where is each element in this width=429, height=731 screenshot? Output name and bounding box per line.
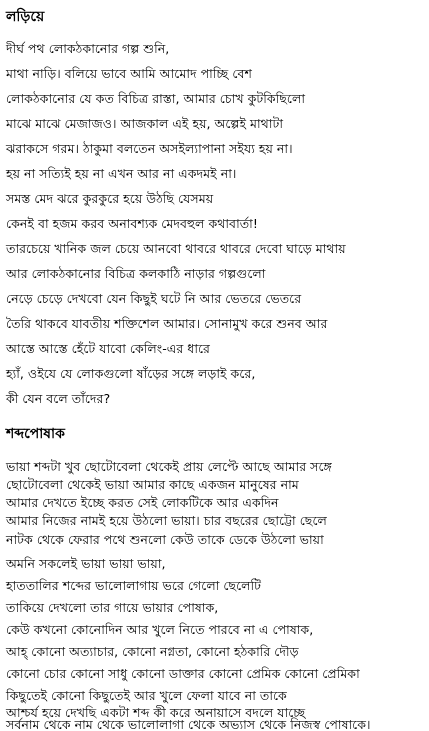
- poem-line: আহ্‌ কোনো অত্যাচার, কোনো নগ্নতা, কোনো হঠকারি দৌড়: [6, 644, 299, 659]
- poem-line: সর্বনাম থেকে নাম থেকে ভালোলাগা থেকে অভ্যাস থেকে নিজস্ব পোষাকে।: [6, 717, 371, 731]
- poem-line: তারচেয়ে খানিক জল চেয়ে আনবো থাবরে থাবরে দেবো ঘাড়ে মাথায়: [6, 241, 346, 256]
- poem-line: হ্যাঁ, ওইযে যে লোকগুলো ষাঁড়ের সঙ্গে লড়াই করে,: [6, 366, 256, 381]
- poem-line: ভায়া শব্দটা খুব ছোটোবেলা থেকেই প্রায় লেপ্টে আছে আমার সঙ্গে: [6, 459, 332, 474]
- poem-line: কী যেন বলে তাঁদের?: [6, 391, 111, 406]
- poem-line: ছোটোবেলা থেকেই ভায়া আমার কাছে একজন মানুষের নাম: [6, 477, 299, 492]
- poem-line: আস্তে আস্তে হেঁটে যাবো কেলিং-এর ধারে: [6, 341, 210, 356]
- poem-line: কেউ কখনো কোনোদিন আর খুলে নিতে পারবে না এ পোষাক,: [6, 622, 314, 637]
- poem-title-lodiye: লড়িয়ে: [6, 9, 45, 25]
- poem-line: মাঝে মাঝে মেজাজও। আজকাল এই হয়, অল্পেই মাথাটা: [6, 116, 284, 131]
- poem-line: কোনো চোর কোনো সাধু কোনো ডাক্তার কোনো প্রেমিক কোনো প্রেমিকা: [6, 666, 360, 681]
- poem-line: সমস্ত মেদ ঝরে কুরকুরে হয়ে উঠছি যেসময়: [6, 191, 214, 206]
- poem-line: কেনই বা হজম করব অনাবশ্যক মেদবহুল কথাবার্তা!: [6, 216, 258, 231]
- poem-line: হাততালির শব্দের ভালোলাগায় ভরে গেলো ছেলেটি: [6, 578, 262, 593]
- poem-line: দীর্ঘ পথ লোকঠকানোর গল্প শুনি,: [6, 41, 170, 56]
- poem-line: আশ্চর্য হয়ে দেখছি একটা শব্দ কী করে অনায়াসে বদলে যাচ্ছে: [6, 705, 306, 720]
- poem-title-shobdoposhak: শব্দপোষাক: [6, 426, 65, 442]
- poem-line: নাটক থেকে ফেরার পথে শুনলো কেউ তাকে ডেকে উঠলো ভায়া: [6, 532, 324, 547]
- poem-line: লোকঠকানোর যে কত বিচিত্র রাস্তা, আমার চোখ কুটকিছিলো: [6, 91, 306, 106]
- poem-line: ঝরাকসে গরম। ঠাকুমা বলতেন অসইল্যাপানা সইয্য হয় না।: [6, 141, 293, 156]
- poem-line: তাকিয়ে দেখলো তার গায়ে ভায়ার পোষাক,: [6, 600, 219, 615]
- poem-line: কিছুতেই কোনো কিছুতেই আর খুলে ফেলা যাবে না তাকে: [6, 688, 287, 703]
- poem-line: আমার নিজের নামই হয়ে উঠলো ভায়া। চার বছরের ছোট্টো ছেলে: [6, 513, 327, 528]
- poem-line: নেড়ে চেড়ে দেখবো যেন কিছুই ঘটে নি আর ভেতরে ভেতরে: [6, 291, 302, 306]
- poem-line: আর লোকঠকানোর বিচিত্র কলকাঠি নাড়ার গল্পগুলো: [6, 266, 266, 281]
- poem-line: মাথা নাড়ি। বলিয়ে ভাবে আমি আমোদ পাচ্ছি বেশ: [6, 66, 252, 81]
- poem-line: হয় না সত্যিই হয় না এখন আর না একদমই না।: [6, 166, 237, 181]
- poem-line: অমনি সকলেই ভায়া ভায়া ভায়া,: [6, 556, 166, 571]
- poem-line: তৈরি থাকবে যাবতীয় শক্তিশেল আমার। সোনামুখ করে শুনব আর: [6, 316, 328, 331]
- poem-line: আমার দেখতে ইচ্ছে করত সেই লোকটিকে আর একদিন: [6, 495, 279, 510]
